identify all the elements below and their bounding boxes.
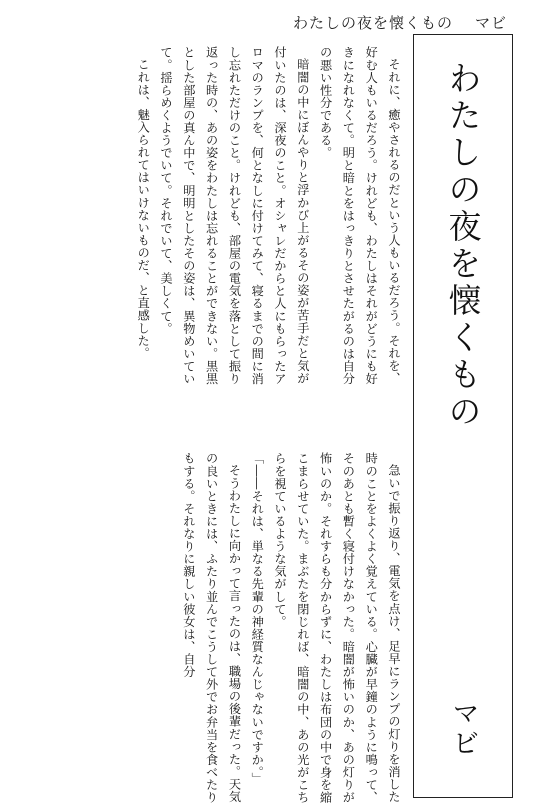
paragraph: 急いで振り返り、電気を点け、足早にランプの灯りを消した時のことをよくよく覚えている。心臓が早鐘のように鳴って、そのあとも暫く寝付けなかった。暗闇が怖いのか、あの灯りが怖いのか。それすらも分からずに、わたしは布団の中で身を縮こまらせていた。まぶたを閉じれば、暗闇の中、あの光がこちらを視ているような気がして。 bbox=[273, 452, 401, 804]
story-title: わたしの夜を懐くもの bbox=[443, 61, 483, 431]
running-header bbox=[293, 12, 507, 33]
paragraph: それに、癒やされるのだという人もいるだろう。それを、好む人もいるだろう。けれども、わたしはそれがどうにも好きになれなくて。明と暗とをはっきりとさせたがるのは自分の悪い性分である。 bbox=[318, 46, 401, 385]
dialogue-paragraph: 「――それは、単なる先輩の神経質なんじゃないですか。」 bbox=[250, 452, 265, 785]
paragraph: そうわたしに向かって言ったのは、職場の後輩だった。天気の良いときには、ふたり並んでこうして外でお弁当を食べたりもする。それなりに親しい彼女は、自分 bbox=[181, 452, 242, 804]
lower-text-block bbox=[177, 452, 405, 804]
title-box bbox=[413, 34, 513, 798]
running-title: わたしの夜を懐くもの bbox=[292, 14, 453, 32]
paragraph: 暗闇の中にぼんやりと浮かび上がるその姿が苦手だと気が付いたのは、深夜のこと。オシャレだからと人にもらったアロマのランプを、何となしに付けてみて、寝るまでの間に消し忘れただけのこと。けれども、部屋の電気を落として振り返った時の、あの姿をわたしは忘れることができない。黒黒とした部屋の真ん中で、明明としたその姿は、異物めいていて。揺らめくようでいて。それでいて、美しくて。 bbox=[159, 46, 310, 385]
author-name: マビ bbox=[447, 699, 479, 759]
paragraph: これは、魅入られてはいけないものだ、と直感した。 bbox=[136, 58, 151, 360]
upper-text-block bbox=[131, 46, 405, 396]
running-author: マビ bbox=[474, 14, 507, 32]
